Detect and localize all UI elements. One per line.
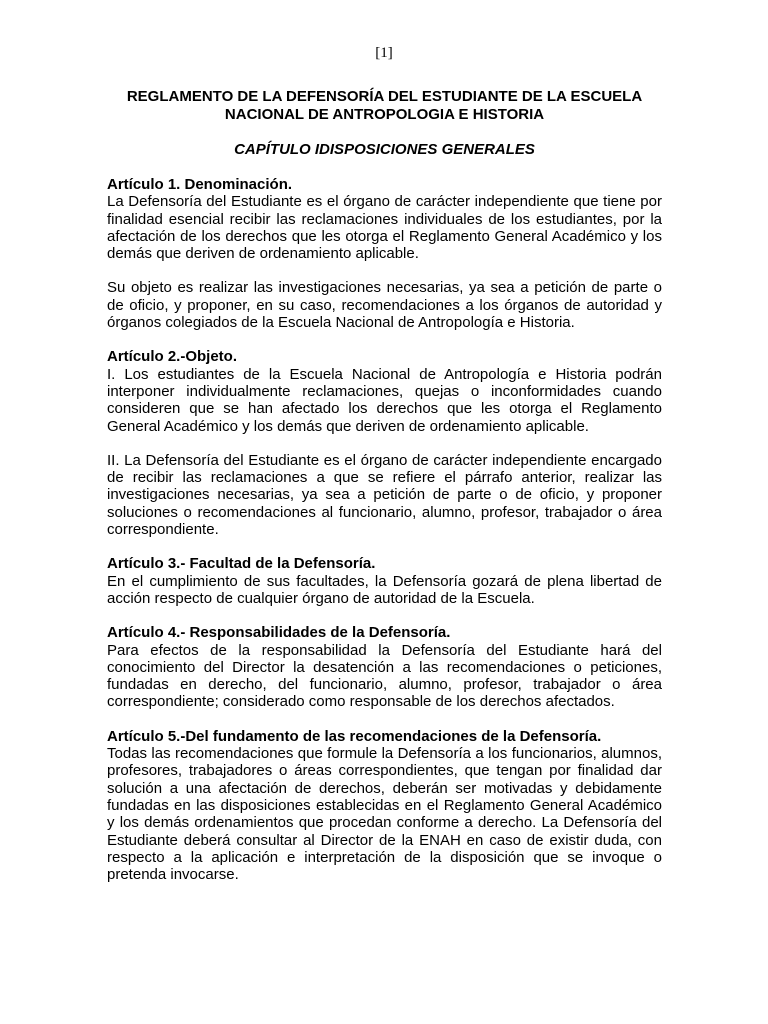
article-heading: Artículo 2.-Objeto. <box>107 348 238 366</box>
article-paragraph: II. La Defensoría del Estudiante es el órgano de carácter independiente encargado de recibir las reclamaciones a que se refiere el párrafo anterior, realizar las investigaciones necesarias, ya sea a petición de parte o de oficio, y proponer soluciones o recomendaciones al funcionario, alumno, profesor, trabajador o área correspondiente. <box>107 451 662 539</box>
article-paragraph: La Defensoría del Estudiante es el órgano de carácter independiente que tiene por finalidad esencial recibir las reclamaciones individuales de los estudiantes, por la afectación de los derechos que les otorga el Reglamento General Académico y los demás que deriven de ordenamiento aplicable. <box>107 193 662 263</box>
article-2 <box>107 348 662 538</box>
article-heading: Artículo 3.- Facultad de la Defensoría. <box>107 555 376 573</box>
page-number: [1] <box>375 45 393 61</box>
article-paragraph: I. Los estudiantes de la Escuela Nacional de Antropología e Historia podrán interponer individualmente reclamaciones, quejas o inconformidades cuando consideren que se han afectado los derechos que les otorga el Reglamento General Académico y los demás que deriven de ordenamiento aplicable. <box>107 365 662 435</box>
article-paragraph: Para efectos de la responsabilidad la Defensoría del Estudiante hará del conocimiento del Director la desatención a las recomendaciones o peticiones, fundadas en derecho, del funcionario, alumno, profesor, trabajador o área correspondiente; considerado como responsable de los derechos afectados. <box>107 641 662 711</box>
article-heading: Artículo 5.-Del fundamento de las recomendaciones de la Defensoría. <box>107 727 602 745</box>
article-4 <box>107 624 662 710</box>
article-1 <box>107 176 662 331</box>
article-3 <box>107 555 662 607</box>
article-paragraph: En el cumplimiento de sus facultades, la Defensoría gozará de plena libertad de acción respecto de cualquier órgano de autoridad de la Escuela. <box>107 572 662 607</box>
document-body <box>107 176 662 900</box>
article-5 <box>107 728 662 884</box>
article-heading: Artículo 4.- Responsabilidades de la Defensoría. <box>107 624 451 642</box>
document-title: REGLAMENTO DE LA DEFENSORÍA DEL ESTUDIANTE DE LA ESCUELA NACIONAL DE ANTROPOLOGIA E HISTORIA <box>126 88 643 123</box>
article-paragraph: Su objeto es realizar las investigaciones necesarias, ya sea a petición de parte o de oficio, y proponer, en su caso, recomendaciones a los órganos de autoridad y órganos colegiados de la Escuela Nacional de Antropología e Historia. <box>107 279 662 332</box>
article-paragraph: Todas las recomendaciones que formule la Defensoría a los funcionarios, alumnos, profesores, trabajadores o áreas correspondientes, que tengan por finalidad dar solución a una afectación de derechos, deberán ser motivadas y debidamente fundadas en las disposiciones establecidas en el Reglamento General Académico y los demás ordenamientos que procedan conforme a derecho. La Defensoría del Estudiante deberá consultar al Director de la ENAH en caso de existir duda, con respecto a la aplicación e interpretación de la disposición que se invoque o pretenda invocarse. <box>107 745 662 884</box>
chapter-heading: CAPÍTULO IDISPOSICIONES GENERALES <box>234 141 535 158</box>
article-heading: Artículo 1. Denominación. <box>107 176 293 193</box>
